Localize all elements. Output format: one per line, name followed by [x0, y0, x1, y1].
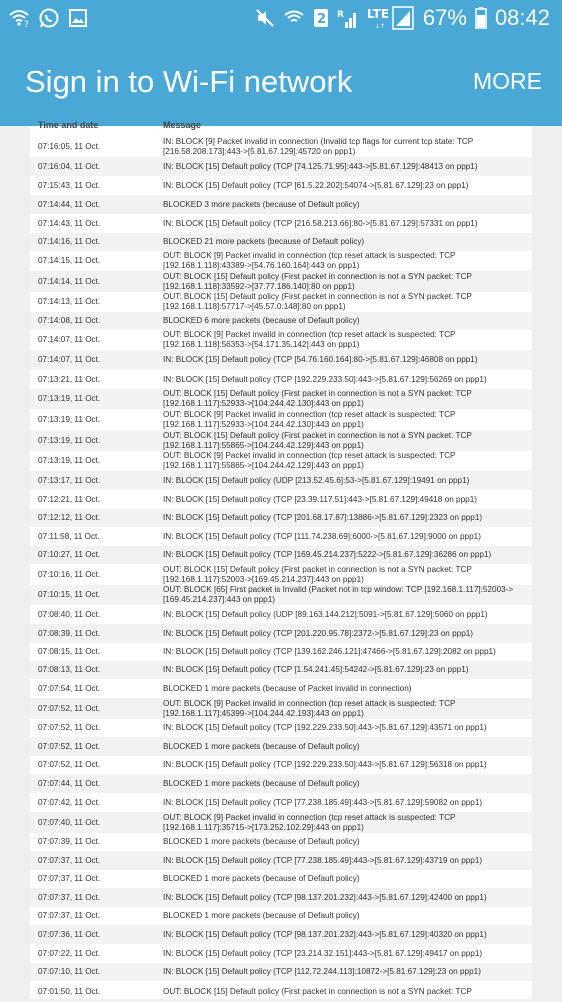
log-time: 07:07:37, 11 Oct. — [38, 855, 101, 865]
column-header-time: Time and date — [38, 120, 99, 130]
log-message: IN: BLOCK [15] Default policy (TCP [201.220.95.78]:2372->[5.81.67.129]:23 on ppp1) — [163, 628, 474, 638]
log-time: 07:07:42, 11 Oct. — [38, 797, 101, 807]
log-message: BLOCKED 1 more packets (because of Default policy) — [163, 837, 360, 846]
table-row — [30, 409, 532, 430]
log-message: BLOCKED 3 more packets (because of Default policy) — [163, 199, 360, 209]
battery-percent: 67% — [422, 5, 467, 30]
log-message: IN: BLOCK [15] Default policy (UDP [89.163.144.212]:5091->[5.81.67.129]:5060 on ppp1) — [163, 609, 488, 619]
table-row — [30, 963, 532, 981]
log-message: OUT: BLOCK [15] Default policy (First packet in connection is not a SYN packet: TCP [192.168.1.118]:33592->[37.77.186.140]:80 on ppp1) — [163, 271, 472, 291]
sim-2-icon — [313, 8, 329, 28]
log-time: 07:13:19, 11 Oct. — [38, 394, 101, 403]
log-message: OUT: BLOCK [15] Default policy (First packet in connection is not a SYN packet: TCP [192.168.1.118]:57717->[45.57.0.148]:80 on ppp1) — [163, 292, 472, 311]
log-message: OUT: BLOCK [15] Default policy (First packet in connection is not a SYN packet: TCP [192.168.1.117]:52003->[169.45.214.237]:443 on ppp1) — [163, 564, 472, 584]
log-time: 07:07:37, 11 Oct. — [38, 892, 101, 902]
table-row — [30, 925, 532, 944]
log-message: OUT: BLOCK [15] Default policy (First packet in connection is not a SYN packet: TCP [192.168.1.117]:52933->[104.244.42.130]:443 on ppp1) — [163, 389, 472, 408]
app-bar — [0, 36, 562, 126]
log-time: 07:08:13, 11 Oct. — [38, 665, 101, 674]
battery-icon — [475, 7, 487, 29]
log-message: BLOCKED 1 more packets (because of Default policy) — [163, 911, 360, 920]
log-time: 07:07:44, 11 Oct. — [38, 778, 101, 788]
table-row — [30, 195, 532, 214]
log-time: 07:15:43, 11 Oct. — [38, 180, 101, 190]
table-row — [30, 605, 532, 624]
log-message: IN: BLOCK [15] Default policy (TCP [61.5.22.202]:54074->[5.81.67.129]:23 on ppp1) — [163, 180, 469, 190]
table-row — [30, 870, 532, 888]
log-message: IN: BLOCK [9] Packet invalid in connection (Invalid tcp flags for current tcp state: TCP [216.58.208.173]:443->[5.81.67.129]:45720 on ppp1) — [163, 137, 474, 156]
table-row — [30, 546, 532, 564]
log-message: IN: BLOCK [15] Default policy (TCP [139.162.246.121]:47466->[5.81.67.129]:2082 on ppp1) — [163, 647, 496, 656]
log-time: 07:12:21, 11 Oct. — [38, 494, 101, 504]
table-row — [30, 981, 532, 1002]
log-message: OUT: BLOCK [9] Packet invalid in connection (tcp reset attack is suspected: TCP [192.168.1.117]:35715->[173.252.102.29]:443 on ppp1) — [163, 812, 456, 832]
page-title: Sign in to Wi-Fi network — [25, 64, 353, 99]
log-message: IN: BLOCK [15] Default policy (TCP [77.238.185.49]:443->[5.81.67.129]:43719 on ppp1) — [163, 855, 483, 865]
log-message: OUT: BLOCK [65] First packet is Invalid (Packet not in tcp window: TCP [192.168.1.117]:52003->[169.45.214.237]:443 on ppp1) — [163, 585, 514, 604]
log-message: BLOCKED 1 more packets (because of Packet invalid in connection) — [163, 683, 412, 693]
table-row — [30, 737, 532, 756]
table-row — [30, 756, 532, 774]
log-message: IN: BLOCK [15] Default policy (TCP [111.74.238.69]:6000->[5.81.67.129]:9000 on ppp1) — [163, 531, 481, 541]
log-message: IN: BLOCK [15] Default policy (TCP [216.58.213.66]:80->[5.81.67.129]:57331 on ppp1) — [163, 218, 478, 228]
table-row — [30, 624, 532, 643]
table-row — [30, 330, 532, 350]
log-time: 07:07:54, 11 Oct. — [38, 683, 101, 693]
log-time: 07:08:39, 11 Oct. — [38, 628, 101, 638]
log-time: 07:10:15, 11 Oct. — [38, 590, 101, 599]
table-row — [30, 271, 532, 292]
log-time: 07:14:14, 11 Oct. — [38, 276, 101, 286]
table-row — [30, 661, 532, 679]
table-row — [30, 833, 532, 851]
log-time: 07:13:19, 11 Oct. — [38, 456, 101, 465]
whatsapp-icon — [38, 7, 60, 29]
clock: 08:42 — [494, 5, 550, 30]
table-row — [30, 430, 532, 451]
table-row — [30, 793, 532, 812]
log-message: BLOCKED 1 more packets (because of Default policy) — [163, 778, 360, 788]
log-time: 07:14:44, 11 Oct. — [38, 199, 101, 209]
log-table — [30, 137, 532, 1002]
log-time: 07:07:36, 11 Oct. — [38, 929, 101, 939]
log-time: 07:08:15, 11 Oct. — [38, 647, 101, 656]
log-time: 07:14:07, 11 Oct. — [38, 355, 101, 364]
log-message: BLOCKED 1 more packets (because of Default policy) — [163, 741, 360, 751]
log-message: IN: BLOCK [15] Default policy (UDP [213.52.45.6]:53->[5.81.67.129]:19491 on ppp1) — [163, 475, 470, 485]
table-header — [30, 120, 532, 132]
log-time: 07:08:40, 11 Oct. — [38, 609, 101, 619]
log-time: 07:13:19, 11 Oct. — [38, 414, 101, 424]
log-time: 07:07:52, 11 Oct. — [38, 703, 101, 713]
svg-text:R: R — [336, 10, 344, 20]
log-time: 07:14:15, 11 Oct. — [38, 256, 101, 265]
log-message: IN: BLOCK [15] Default policy (TCP [98.137.201.232]:443->[5.81.67.129]:42400 on ppp1) — [163, 892, 487, 902]
log-time: 07:16:05, 11 Oct. — [38, 142, 101, 151]
log-time: 07:07:52, 11 Oct. — [38, 741, 101, 751]
table-row — [30, 389, 532, 409]
table-row — [30, 812, 532, 833]
log-time: 07:14:13, 11 Oct. — [38, 297, 101, 306]
roaming-signal-icon — [337, 7, 359, 29]
lte-signal-icon — [367, 5, 415, 31]
log-message: IN: BLOCK [15] Default policy (TCP [192.229.233.50]:443->[5.81.67.129]:56318 on ppp1) — [163, 760, 487, 769]
table-row — [30, 907, 532, 925]
log-time: 07:16:04, 11 Oct. — [38, 161, 101, 171]
table-row — [30, 527, 532, 546]
table-row — [30, 490, 532, 509]
notification-icons — [8, 6, 88, 30]
log-time: 07:14:43, 11 Oct. — [38, 218, 101, 228]
table-row — [30, 698, 532, 719]
log-message: IN: BLOCK [15] Default policy (TCP [201.68.17.87]:13886->[5.81.67.129]:2323 on ppp1) — [163, 513, 483, 522]
log-message: IN: BLOCK [15] Default policy (TCP [77.238.185.49]:443->[5.81.67.129]:59082 on ppp1) — [163, 797, 483, 807]
log-time: 07:14:16, 11 Oct. — [38, 237, 101, 246]
svg-text:2: 2 — [316, 12, 326, 27]
table-row — [30, 251, 532, 271]
log-message: IN: BLOCK [15] Default policy (TCP [1.54.241.45]:54242->[5.81.67.129]:23 on ppp1) — [163, 665, 469, 674]
log-time: 07:07:40, 11 Oct. — [38, 817, 101, 827]
table-row — [30, 350, 532, 370]
log-time: 07:13:19, 11 Oct. — [38, 435, 101, 445]
table-row — [30, 233, 532, 251]
table-row — [30, 137, 532, 157]
log-time: 07:13:21, 11 Oct. — [38, 374, 101, 384]
table-row — [30, 643, 532, 661]
table-row — [30, 312, 532, 330]
table-row — [30, 214, 532, 233]
table-row — [30, 719, 532, 737]
log-time: 07:13:17, 11 Oct. — [38, 475, 101, 485]
table-row — [30, 157, 532, 176]
table-row — [30, 471, 532, 490]
log-message: OUT: BLOCK [9] Packet invalid in connection (tcp reset attack is suspected: TCP [192.168.1.117]:55865->[104.244.42.129]:443 on ppp1) — [163, 451, 456, 470]
log-time: 07:07:52, 11 Oct. — [38, 760, 101, 769]
firewall-log-page[interactable] — [30, 120, 532, 999]
svg-text:↓↑: ↓↑ — [374, 23, 385, 30]
log-message: BLOCKED 21 more packets (because of Default policy) — [163, 237, 365, 246]
status-bar — [0, 0, 562, 36]
log-message: OUT: BLOCK [15] Default policy (First packet in connection is not a SYN packet: TCP [192.168.1.117]:55865->[104.244.42.129]:443 on ppp1) — [163, 430, 472, 450]
log-message: BLOCKED 6 more packets (because of Default policy) — [163, 316, 360, 325]
log-time: 07:07:37, 11 Oct. — [38, 874, 101, 883]
log-message: OUT: BLOCK [9] Packet invalid in connection (tcp reset attack is suspected: TCP [192.168.1.117]:52933->[104.244.42.130]:443 on ppp1) — [163, 409, 456, 429]
table-row — [30, 851, 532, 870]
log-message: IN: BLOCK [15] Default policy (TCP [169.45.214.237]:5222->[5.81.67.129]:36286 on ppp1) — [163, 550, 492, 559]
log-message: OUT: BLOCK [9] Packet invalid in connection (tcp reset attack is suspected: TCP [192.168.1.117]:45399->[104.244.42.193]:443 on ppp1) — [163, 698, 456, 718]
more-button[interactable]: MORE — [473, 68, 542, 94]
log-time: 07:07:22, 11 Oct. — [38, 948, 101, 958]
table-row — [30, 585, 532, 605]
table-row — [30, 888, 532, 907]
table-row — [30, 679, 532, 698]
log-time: 07:07:52, 11 Oct. — [38, 723, 101, 732]
table-row — [30, 370, 532, 389]
log-message: IN: BLOCK [15] Default policy (TCP [112.72.244.113]:10872->[5.81.67.129]:23 on ppp1) — [163, 967, 481, 976]
log-time: 07:11:58, 11 Oct. — [38, 531, 100, 541]
log-time: 07:07:39, 11 Oct. — [38, 837, 101, 846]
wifi-question-icon — [8, 8, 30, 28]
image-icon — [68, 8, 88, 28]
log-message: IN: BLOCK [15] Default policy (TCP [74.125.71.95]:443->[5.81.67.129]:48413 on ppp1) — [163, 161, 478, 171]
log-time: 07:07:10, 11 Oct. — [38, 967, 101, 976]
log-message: IN: BLOCK [15] Default policy (TCP [192.229.233.50]:443->[5.81.67.129]:43571 on ppp1) — [163, 723, 487, 732]
log-time: 07:14:07, 11 Oct. — [38, 335, 101, 344]
log-message: IN: BLOCK [15] Default policy (TCP [192.229.233.50]:443->[5.81.67.129]:56269 on ppp1) — [163, 374, 487, 384]
system-icons — [255, 4, 550, 32]
table-row — [30, 176, 532, 195]
log-time: 07:07:37, 11 Oct. — [38, 911, 101, 920]
table-row — [30, 451, 532, 471]
log-message: IN: BLOCK [15] Default policy (TCP [23.39.117.51]:443->[5.81.67.129]:49418 on ppp1) — [163, 494, 477, 504]
log-message: IN: BLOCK [15] Default policy (TCP [98.137.201.232]:443->[5.81.67.129]:40320 on ppp1) — [163, 929, 487, 939]
log-message: OUT: BLOCK [15] Default policy (First packet in connection is not a SYN packet: TCP — [163, 986, 472, 996]
table-row — [30, 292, 532, 312]
log-time: 07:14:08, 11 Oct. — [38, 316, 101, 325]
log-time: 07:01:50, 11 Oct. — [38, 986, 101, 996]
log-time: 07:10:27, 11 Oct. — [38, 550, 101, 559]
svg-text:LTE: LTE — [366, 7, 389, 21]
log-message: IN: BLOCK [15] Default policy (TCP [54.76.160.164]:80->[5.81.67.129]:46808 on ppp1) — [163, 355, 478, 364]
column-header-message: Message — [163, 120, 202, 130]
log-time: 07:10:16, 11 Oct. — [38, 569, 101, 579]
log-message: OUT: BLOCK [9] Packet invalid in connection (tcp reset attack is suspected: TCP [192.168.1.118]:43389->[54.76.160.164]:443 on ppp1) — [163, 251, 456, 270]
table-row — [30, 774, 532, 793]
table-row — [30, 944, 532, 963]
log-message: OUT: BLOCK [9] Packet invalid in connection (tcp reset attack is suspected: TCP [192.168.1.118]:56353->[54.171.35.142]:443 on ppp1) — [163, 330, 456, 349]
svg-text:?: ? — [24, 20, 29, 30]
mute-icon — [255, 8, 275, 28]
wifi-calling-icon — [283, 9, 305, 27]
log-time: 07:12:12, 11 Oct. — [38, 513, 101, 522]
table-row — [30, 564, 532, 585]
log-message: BLOCKED 1 more packets (because of Default policy) — [163, 874, 360, 883]
log-message: IN: BLOCK [15] Default policy (TCP [23.214.32.151]:443->[5.81.67.129]:49417 on ppp1) — [163, 948, 483, 958]
table-row — [30, 509, 532, 527]
